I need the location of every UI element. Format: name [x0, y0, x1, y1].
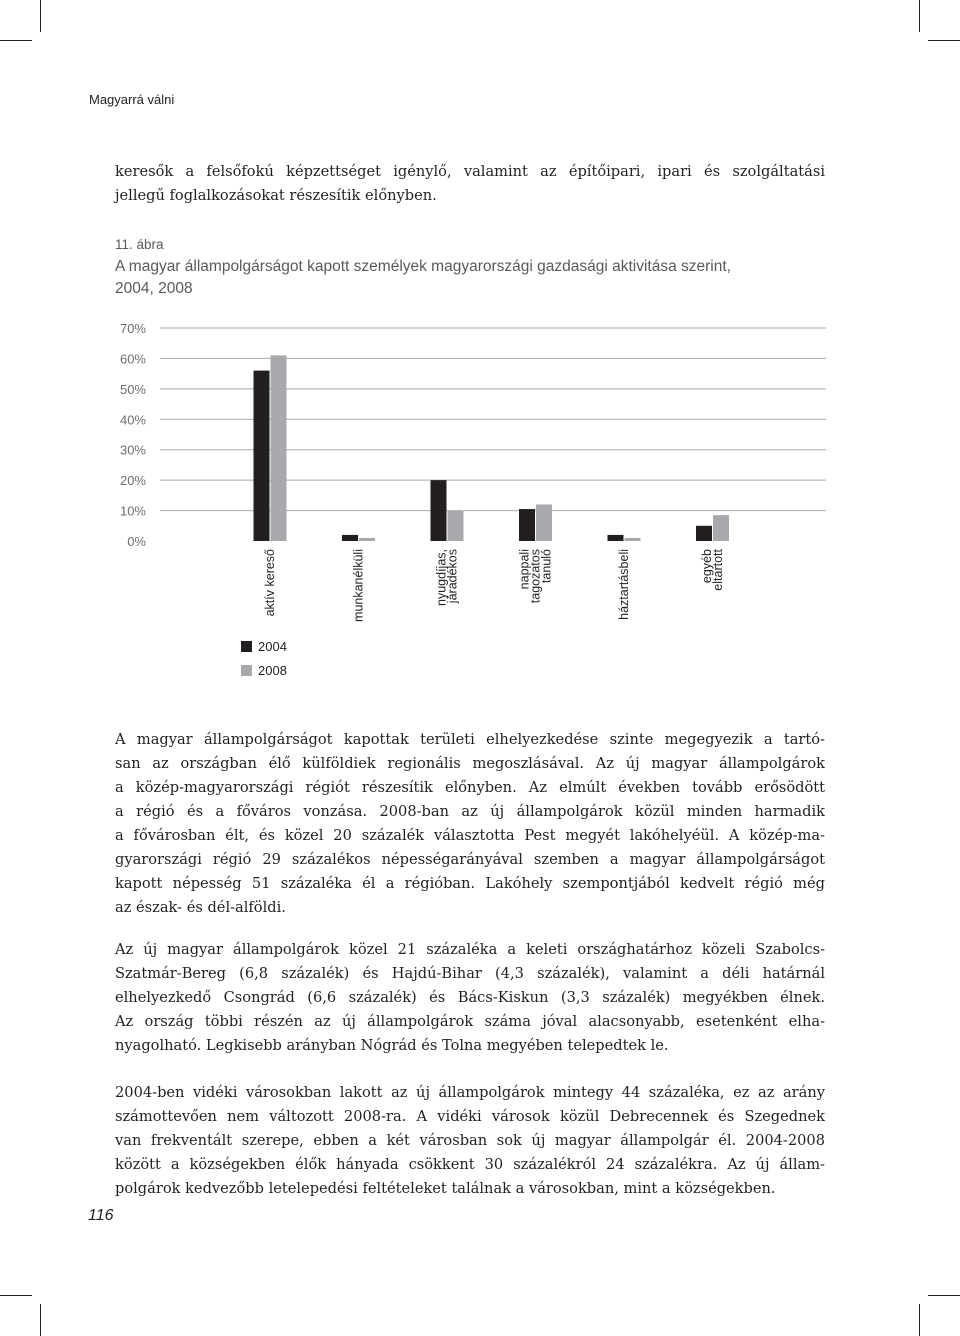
x-tick-label: tanuló	[539, 549, 554, 584]
page-number: 116	[88, 1207, 114, 1224]
text-line: Az ország többi részén az új állampolgárok száma jóval alacsonyabb, esetenként elha-	[115, 1013, 825, 1030]
x-tick-label: háztartásbeli	[617, 549, 631, 620]
bar-2004	[431, 480, 447, 541]
figure-title-line: A magyar állampolgárságot kapott személyek magyarországi gazdasági aktivitása szerint,	[115, 258, 731, 275]
y-tick-label: 70%	[119, 321, 146, 336]
text-line: keresők a felsőfokú képzettséget igénylő, valamint az építőipari, ipari és szolgáltatási	[115, 163, 825, 180]
bar-2008	[713, 515, 729, 541]
figure-title-line: 2004, 2008	[115, 280, 193, 297]
bar-2008	[536, 504, 552, 541]
body-paragraph-2	[115, 938, 825, 1058]
x-tick-label: egyéb	[700, 549, 714, 584]
y-tick-label: 30%	[119, 442, 146, 458]
text-line: kapott népesség 51 százaléka él a régióban. Lakóhely szempontjából kedvelt régió még	[115, 875, 825, 892]
x-tick-label: munkanélküli	[351, 549, 366, 622]
text-line: 2004-ben vidéki városokban lakott az új állampolgárok mintegy 44 százaléka, ez az arány	[115, 1084, 825, 1101]
legend-label: 2008	[258, 663, 287, 678]
text-line: polgárok kedvezőbb letelepedési feltételeket találnak a városokban, mint a községekben.	[115, 1180, 776, 1197]
text-line: A magyar állampolgárságot kapottak területi elhelyezkedése szinte megegyezik a tartó-	[115, 731, 825, 748]
legend-label: 2004	[258, 639, 287, 654]
bar-2008	[271, 355, 287, 541]
crop-mark-bottom-left-h	[0, 1295, 32, 1296]
text-line: a fővárosban élt, és közel 20 százalék választotta Pest megyét lakóhelyéül. A közép-ma-	[115, 827, 825, 844]
x-tick-label: aktív kereső	[263, 549, 277, 617]
figure-number: 11. ábra	[115, 237, 164, 252]
running-header: Magyarrá válni	[89, 92, 175, 107]
bar-2004	[519, 509, 535, 541]
bar-2008	[359, 538, 375, 541]
x-tick-label: tagozatos	[528, 549, 543, 604]
bar-2004	[696, 526, 712, 541]
text-line: jellegű foglalkozásokat részesítik előnyben.	[115, 187, 437, 204]
body-paragraph-1	[115, 728, 825, 920]
text-line: san az országban élő külföldiek regionális megoszlásával. Az új magyar állampolgárok	[115, 755, 825, 772]
text-line: a régió és a főváros vonzása. 2008-ban az új állampolgárok közül minden harmadik	[115, 803, 825, 820]
text-line: elhelyezkedő Csongrád (6,6 százalék) és Bács-Kiskun (3,3 százalék) megyékben élnek.	[115, 989, 825, 1006]
bar-2008	[448, 511, 464, 541]
text-line: a közép-magyarországi régiót részesítik előnyben. Az elmúlt években tovább erősödött	[115, 779, 825, 796]
text-line: gyarországi régió 29 százalékos népességarányával szemben a magyar állampolgárságot	[115, 851, 825, 868]
bar-2004	[608, 535, 624, 541]
text-line: az észak- és dél-alföldi.	[115, 899, 286, 916]
crop-mark-bottom-right	[919, 1304, 920, 1336]
y-tick-label: 60%	[119, 351, 146, 367]
body-paragraph-3	[115, 1081, 825, 1201]
text-line: Szatmár-Bereg (6,8 százalék) és Hajdú-Bihar (4,3 százalék), valamint a déli határnál	[115, 965, 825, 982]
bar-2008	[625, 538, 641, 541]
x-tick-label: járadékos	[445, 549, 460, 604]
text-line: van frekventált szerepe, ebben a két városban sok új magyar állampolgár él. 2004-2008	[115, 1132, 825, 1149]
text-line: Az új magyar állampolgárok közel 21 százaléka a keleti országhatárhoz közeli Szabolcs-	[115, 941, 825, 958]
x-tick-label: eltartott	[711, 549, 725, 591]
y-tick-label: 10%	[119, 503, 146, 519]
y-tick-label: 40%	[119, 412, 146, 428]
y-tick-label: 50%	[119, 381, 146, 397]
bar-2004	[254, 371, 270, 541]
x-tick-label: nyugdíjas,	[434, 549, 449, 606]
crop-mark-bottom-right-h	[928, 1295, 960, 1296]
legend-swatch-2008	[241, 665, 252, 676]
x-tick-label: nappali	[517, 549, 532, 590]
crop-mark-bottom-left	[40, 1304, 41, 1336]
legend-swatch-2004	[241, 641, 252, 652]
bar-2004	[342, 535, 358, 541]
y-tick-label: 0%	[127, 534, 146, 549]
text-line: számottevően nem változott 2008-ra. A vidéki városok közül Debrecennek és Szegednek	[115, 1108, 825, 1125]
text-line: között a községekben élők hányada csökkent 30 százalékról 24 százalékra. Az új állam-	[115, 1156, 825, 1173]
text-line: nyagolható. Legkisebb arányban Nógrád és Tolna megyében telepedtek le.	[115, 1037, 669, 1054]
y-tick-label: 20%	[119, 473, 146, 489]
